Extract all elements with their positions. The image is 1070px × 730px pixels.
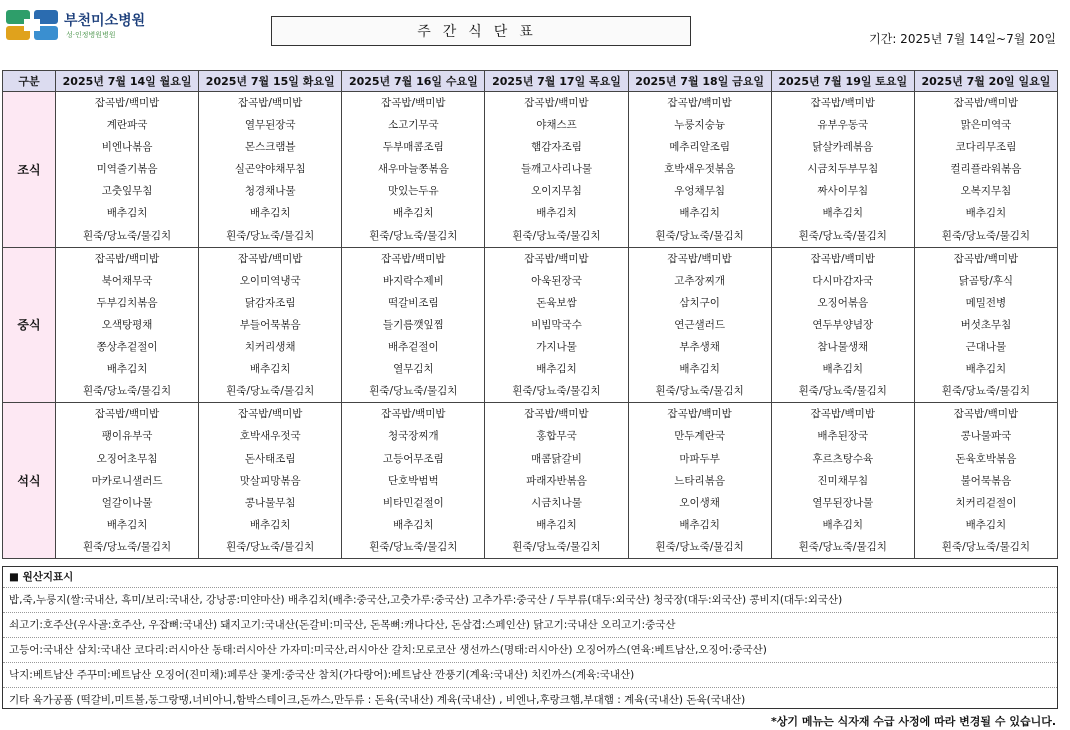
menu-item: 닭곰탕/후식 xyxy=(958,274,1014,287)
menu-item: 흰죽/당뇨죽/물김치 xyxy=(655,385,744,398)
menu-list xyxy=(629,403,771,558)
menu-item: 바지락수제비 xyxy=(382,274,444,287)
day-menu-cell xyxy=(628,92,771,248)
menu-item: 흰죽/당뇨죽/물김치 xyxy=(941,385,1031,398)
menu-item: 흰죽/당뇨죽/물김치 xyxy=(512,229,601,242)
table-header-row xyxy=(3,71,1058,92)
menu-item: 잡곡밥/백미밥 xyxy=(381,97,446,109)
menu-list xyxy=(199,403,341,558)
menu-item: 흰죽/당뇨죽/물김치 xyxy=(369,229,458,242)
menu-list xyxy=(915,248,1057,403)
day-menu-cell xyxy=(342,403,485,559)
menu-item: 삼치구이 xyxy=(679,296,720,309)
menu-item: 얼갈이나물 xyxy=(101,496,153,509)
menu-item: 잡곡밥/백미밥 xyxy=(810,252,875,265)
day-menu-cell xyxy=(485,403,628,559)
menu-item: 잡곡밥/백미밥 xyxy=(238,252,303,265)
menu-item: 열무된장국 xyxy=(244,119,296,132)
menu-item: 배추김치 xyxy=(106,363,148,376)
menu-item: 마카로니샐러드 xyxy=(91,474,163,487)
logo-mark-icon xyxy=(4,8,60,42)
menu-list xyxy=(772,403,914,558)
menu-item: 흰죽/당뇨죽/물김치 xyxy=(82,385,172,398)
day-header: 2025년 7월 15일 화요일 xyxy=(199,71,342,92)
menu-item: 실곤약야채무침 xyxy=(234,163,306,176)
menu-item: 배추김치 xyxy=(106,518,148,531)
menu-item: 유부우동국 xyxy=(817,119,869,132)
menu-item: 호박새우젓볶음 xyxy=(664,163,736,176)
menu-item: 오색탕평채 xyxy=(101,318,153,331)
day-menu-cell xyxy=(914,403,1057,559)
menu-item: 메추리알조림 xyxy=(669,141,731,154)
corner-header: 구분 xyxy=(3,71,56,92)
menu-item: 시금치나물 xyxy=(531,496,582,509)
menu-item: 흰죽/당뇨죽/물김치 xyxy=(226,385,315,398)
meal-row xyxy=(3,247,1058,403)
day-header: 2025년 7월 20일 일요일 xyxy=(914,71,1057,92)
menu-item: 오이미역냉국 xyxy=(239,274,301,287)
menu-item: 콩나물파국 xyxy=(960,430,1012,443)
menu-list xyxy=(915,403,1057,558)
menu-list xyxy=(485,92,627,247)
period-label: 기간: 2025년 7월 14일~7월 20일 xyxy=(869,32,1056,46)
menu-list xyxy=(199,248,341,403)
menu-item: 흰죽/당뇨죽/물김치 xyxy=(82,540,172,553)
menu-item: 몬스크램블 xyxy=(244,141,296,154)
day-menu-cell xyxy=(771,92,914,248)
menu-item: 흰죽/당뇨죽/물김치 xyxy=(512,385,601,398)
menu-list xyxy=(629,92,771,247)
menu-item: 배추김치 xyxy=(965,518,1007,531)
menu-list xyxy=(485,248,627,403)
menu-item: 잡곡밥/백미밥 xyxy=(94,252,160,265)
origin-line: 낙지:베트남산 주꾸미:베트남산 오징어(진미채):페루산 꽃게:중국산 참치(가다랑어):베트남산 깐풍기(계육:국내산) 치킨까스(계육:국내산) xyxy=(3,663,1057,688)
menu-item: 잡곡밥/백미밥 xyxy=(524,408,589,421)
day-header: 2025년 7월 19일 토요일 xyxy=(771,71,914,92)
origin-line: 쇠고기:호주산(우사골:호주산, 우잡뼈:국내산) 돼지고기:국내산(돈갈비:미국산, 돈목뼈:캐나다산, 돈삼겹:스페인산) 닭고기:국내산 오리고기:중국산 xyxy=(3,613,1057,638)
menu-item: 배추김치 xyxy=(822,518,864,531)
day-menu-cell xyxy=(199,403,342,559)
menu-item: 청국장찌개 xyxy=(387,430,439,443)
menu-item: 배추김치 xyxy=(679,207,720,220)
menu-item: 연근샐러드 xyxy=(674,318,725,331)
menu-item: 열무된장나물 xyxy=(812,496,874,509)
origin-info-box xyxy=(2,566,1058,709)
menu-list xyxy=(56,403,198,558)
menu-item: 매콤닭갈비 xyxy=(531,452,582,465)
menu-item: 흰죽/당뇨죽/물김치 xyxy=(798,229,887,242)
menu-item: 콩나물무침 xyxy=(244,496,296,509)
menu-item: 쫑상추겉절이 xyxy=(96,341,158,354)
logo-name: 부천미소병원 xyxy=(64,13,146,29)
menu-list xyxy=(485,403,627,558)
menu-item: 가지나물 xyxy=(536,341,577,354)
menu-item: 비엔나볶음 xyxy=(101,141,153,154)
menu-item: 불어묵볶음 xyxy=(960,474,1012,487)
menu-item: 고등어무조림 xyxy=(382,452,444,465)
menu-item: 고추장찌개 xyxy=(674,274,725,287)
page-title: 주간식단표 xyxy=(271,16,691,46)
menu-item: 잡곡밥/백미밥 xyxy=(953,408,1019,421)
origin-line: 밥,죽,누룽지(쌀:국내산, 흑미/보리:국내산, 강낭콩:미얀마산) 배추김치(배추:중국산,고춧가루:중국산) 고추가루:중국산 / 두부류(대두:외국산) 청국장(대두:외국산) 콩비지(대두:외국산) xyxy=(3,588,1057,613)
menu-item: 흰죽/당뇨죽/물김치 xyxy=(369,540,458,553)
menu-item: 새우마늘쫑볶음 xyxy=(377,163,449,176)
meal-label: 중식 xyxy=(3,247,56,403)
menu-item: 잡곡밥/백미밥 xyxy=(810,97,875,109)
menu-item: 배추김치 xyxy=(393,518,434,531)
menu-item: 시금치두부무침 xyxy=(807,163,879,176)
menu-item: 맛살피망볶음 xyxy=(239,474,301,487)
weekly-menu-table xyxy=(2,70,1058,559)
menu-list xyxy=(342,248,484,403)
menu-item: 배추김치 xyxy=(822,207,864,220)
menu-item: 부들어묵볶음 xyxy=(239,318,301,331)
day-menu-cell xyxy=(628,403,771,559)
menu-list xyxy=(342,92,484,247)
menu-item: 잡곡밥/백미밥 xyxy=(667,97,732,109)
meal-label: 조식 xyxy=(3,92,56,248)
menu-item: 오징어초무침 xyxy=(96,452,158,465)
menu-item: 흰죽/당뇨죽/물김치 xyxy=(798,540,887,553)
footnote: *상기 메뉴는 식자재 수급 사정에 따라 변경될 수 있습니다. xyxy=(771,715,1056,728)
menu-item: 느타리볶음 xyxy=(674,474,725,487)
menu-item: 잡곡밥/백미밥 xyxy=(381,252,446,265)
menu-item: 두부매콤조림 xyxy=(382,141,444,154)
menu-item: 팽이유부국 xyxy=(101,430,153,443)
day-menu-cell xyxy=(771,403,914,559)
menu-list xyxy=(199,92,341,247)
menu-item: 미역줄기볶음 xyxy=(96,163,158,176)
menu-item: 흰죽/당뇨죽/물김치 xyxy=(226,229,315,242)
menu-item: 부추생채 xyxy=(679,341,720,354)
meal-row xyxy=(3,403,1058,559)
menu-item: 열무김치 xyxy=(393,363,434,376)
menu-item: 잡곡밥/백미밥 xyxy=(667,408,732,421)
menu-item: 배추겉절이 xyxy=(387,341,439,354)
menu-item: 오이지무침 xyxy=(531,185,582,198)
menu-item: 돈육호박볶음 xyxy=(955,452,1017,465)
menu-item: 잡곡밥/백미밥 xyxy=(94,408,160,421)
menu-item: 짜사이무침 xyxy=(817,185,869,198)
day-menu-cell xyxy=(56,247,199,403)
day-menu-cell xyxy=(199,247,342,403)
day-menu-cell xyxy=(485,247,628,403)
menu-item: 배추김치 xyxy=(679,518,720,531)
menu-item: 흰죽/당뇨죽/물김치 xyxy=(655,229,744,242)
menu-item: 흰죽/당뇨죽/물김치 xyxy=(82,229,172,242)
menu-item: 연두부양념장 xyxy=(812,318,874,331)
menu-list xyxy=(772,92,914,247)
menu-item: 잡곡밥/백미밥 xyxy=(524,97,589,109)
menu-item: 배추김치 xyxy=(393,207,434,220)
menu-item: 잡곡밥/백미밥 xyxy=(238,97,303,109)
day-menu-cell xyxy=(771,247,914,403)
origin-line: 기타 육가공품 (떡갈비,미트볼,동그랑땡,너비아니,함박스테이크,돈까스,만두류 : 돈육(국내산) 계육(국내산) , 비엔나,후랑크햄,부대햄 : 계육(국내산) 돈육(국내산) xyxy=(9,694,746,706)
menu-item: 들깨고사리나물 xyxy=(520,163,592,176)
menu-item: 단호박범벅 xyxy=(387,474,439,487)
menu-list xyxy=(772,248,914,403)
menu-item: 호박새우젓국 xyxy=(239,430,301,443)
menu-item: 배추김치 xyxy=(822,363,864,376)
menu-item: 잡곡밥/백미밥 xyxy=(953,252,1019,265)
menu-item: 잡곡밥/백미밥 xyxy=(94,97,160,109)
menu-list xyxy=(915,92,1057,247)
menu-item: 배추김치 xyxy=(249,518,291,531)
menu-item: 흰죽/당뇨죽/물김치 xyxy=(512,540,601,553)
menu-item: 후르츠탕수육 xyxy=(812,452,874,465)
menu-item: 돈육보쌈 xyxy=(536,296,577,309)
menu-item: 잡곡밥/백미밥 xyxy=(953,97,1019,109)
menu-item: 배추김치 xyxy=(679,363,720,376)
menu-item: 잡곡밥/백미밥 xyxy=(381,408,446,421)
menu-item: 누룽지숭늉 xyxy=(674,119,725,132)
day-header: 2025년 7월 16일 수요일 xyxy=(342,71,485,92)
menu-item: 흰죽/당뇨죽/물김치 xyxy=(941,540,1031,553)
menu-item: 아욱된장국 xyxy=(531,274,582,287)
menu-item: 홍합무국 xyxy=(536,430,577,443)
logo-subtitle: 성·인정병원병원 xyxy=(66,31,116,39)
menu-item: 배추김치 xyxy=(249,207,291,220)
menu-item: 치커리겉절이 xyxy=(955,496,1017,509)
menu-item: 컬리플라워볶음 xyxy=(950,163,1022,176)
meal-row xyxy=(3,92,1058,248)
menu-item: 맛있는두유 xyxy=(387,185,439,198)
menu-item: 흰죽/당뇨죽/물김치 xyxy=(798,385,887,398)
menu-item: 마파두부 xyxy=(679,452,720,465)
menu-item: 잡곡밥/백미밥 xyxy=(810,408,875,421)
menu-item: 배추김치 xyxy=(106,207,148,220)
menu-item: 흰죽/당뇨죽/물김치 xyxy=(226,540,315,553)
menu-item: 버섯초무침 xyxy=(960,318,1012,331)
menu-item: 닭감자조림 xyxy=(244,296,296,309)
menu-item: 오복지무침 xyxy=(960,185,1012,198)
day-menu-cell xyxy=(342,247,485,403)
menu-item: 배추김치 xyxy=(965,363,1007,376)
menu-item: 흰죽/당뇨죽/물김치 xyxy=(655,540,744,553)
menu-item: 배추된장국 xyxy=(817,430,869,443)
menu-item: 다시마감자국 xyxy=(812,274,874,287)
day-menu-cell xyxy=(914,92,1057,248)
day-header: 2025년 7월 18일 금요일 xyxy=(628,71,771,92)
menu-item: 우엉채무침 xyxy=(674,185,725,198)
menu-item: 북어채무국 xyxy=(101,274,153,287)
day-menu-cell xyxy=(485,92,628,248)
day-menu-cell xyxy=(56,403,199,559)
day-menu-cell xyxy=(628,247,771,403)
menu-item: 진미채무침 xyxy=(817,474,869,487)
menu-list xyxy=(342,403,484,558)
menu-item: 근대나물 xyxy=(965,341,1007,354)
menu-item: 야채스프 xyxy=(536,119,577,132)
menu-item: 잡곡밥/백미밥 xyxy=(238,408,303,421)
menu-item: 비타민겉절이 xyxy=(382,496,444,509)
menu-item: 고춧잎무침 xyxy=(101,185,153,198)
menu-item: 흰죽/당뇨죽/물김치 xyxy=(941,229,1031,242)
menu-list xyxy=(56,92,198,247)
menu-item: 잡곡밥/백미밥 xyxy=(667,252,732,265)
meal-label: 석식 xyxy=(3,403,56,559)
menu-item: 배추김치 xyxy=(965,207,1007,220)
menu-item: 비빔막국수 xyxy=(531,318,582,331)
menu-item: 배추김치 xyxy=(536,207,577,220)
menu-item: 떡갈비조림 xyxy=(387,296,439,309)
day-header: 2025년 7월 17일 목요일 xyxy=(485,71,628,92)
menu-item: 계란파국 xyxy=(106,119,148,132)
menu-list xyxy=(56,248,198,403)
menu-item: 햄감자조림 xyxy=(531,141,582,154)
menu-item: 만두계란국 xyxy=(674,430,725,443)
menu-item: 코다리무조림 xyxy=(955,141,1017,154)
day-menu-cell xyxy=(56,92,199,248)
menu-item: 참나물생채 xyxy=(817,341,869,354)
origin-title: ■ 원산지표시 xyxy=(3,567,1057,588)
hospital-logo xyxy=(4,6,234,46)
day-menu-cell xyxy=(342,92,485,248)
day-header: 2025년 7월 14일 월요일 xyxy=(56,71,199,92)
menu-item: 소고기무국 xyxy=(387,119,439,132)
menu-item: 닭살카레볶음 xyxy=(812,141,874,154)
menu-item: 잡곡밥/백미밥 xyxy=(524,252,589,265)
menu-item: 배추김치 xyxy=(536,518,577,531)
menu-item: 배추김치 xyxy=(249,363,291,376)
day-menu-cell xyxy=(914,247,1057,403)
menu-item: 들기름깻잎찜 xyxy=(382,318,444,331)
day-menu-cell xyxy=(199,92,342,248)
menu-item: 돈사태조림 xyxy=(244,452,296,465)
menu-item: 파래자반볶음 xyxy=(526,474,587,487)
menu-item: 치커리생채 xyxy=(244,341,296,354)
menu-item: 두부김치볶음 xyxy=(96,296,158,309)
menu-item: 맑은미역국 xyxy=(960,119,1012,132)
menu-item: 배추김치 xyxy=(536,363,577,376)
menu-item: 오이생채 xyxy=(679,496,720,509)
origin-line: 고등어:국내산 삼치:국내산 코다리:러시아산 동태:러시아산 가자미:미국산,러시아산 갈치:모로코산 생선까스(명태:러시아산) 오징어까스(연육:베트남산,오징어:중국산) xyxy=(3,638,1057,663)
menu-item: 청경채나물 xyxy=(244,185,296,198)
menu-item: 메밀전병 xyxy=(965,296,1007,309)
menu-item: 오징어볶음 xyxy=(817,296,869,309)
menu-item: 흰죽/당뇨죽/물김치 xyxy=(369,385,458,398)
menu-list xyxy=(629,248,771,403)
